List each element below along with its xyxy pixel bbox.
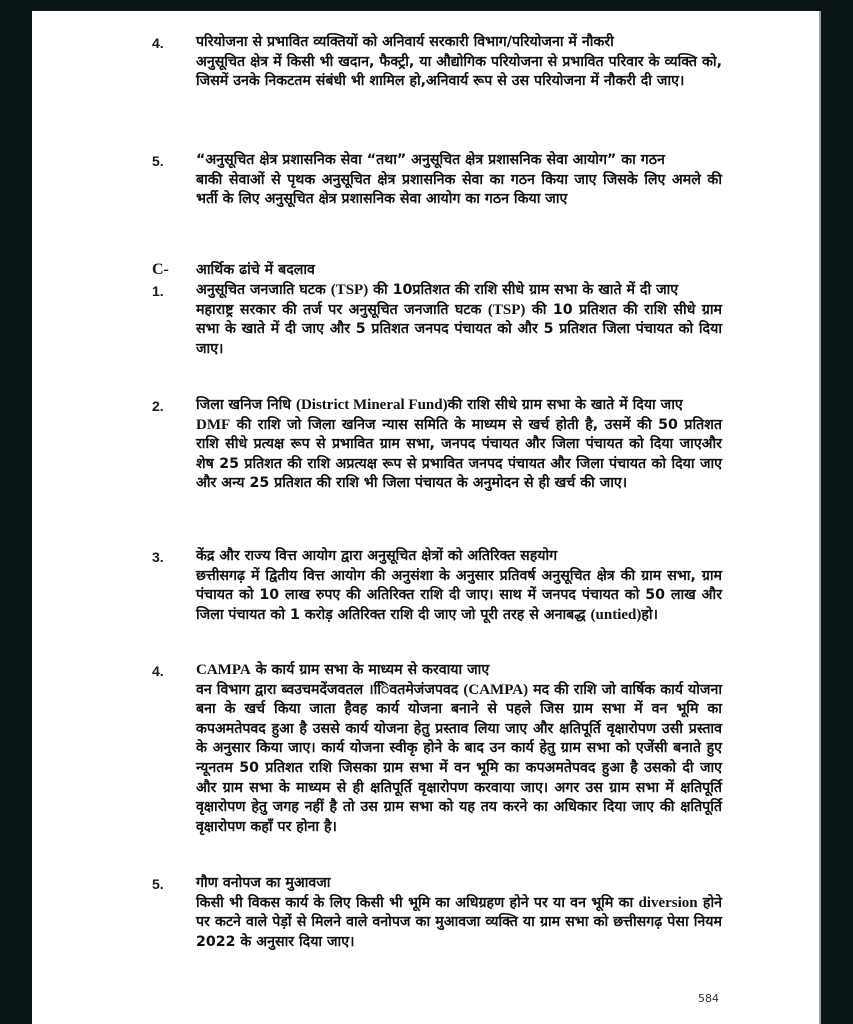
body-latin-text: diversion xyxy=(638,894,698,911)
item-title xyxy=(196,396,722,416)
title-latin-text: (TSP) xyxy=(330,282,369,298)
item-title xyxy=(196,281,722,301)
item-title: गौण वनोपज का मुआवजा xyxy=(196,875,331,891)
item-number: 1. xyxy=(152,283,164,299)
item-content xyxy=(196,874,722,952)
body-latin-text: DMF xyxy=(196,416,231,433)
body-latin-text: (TSP) xyxy=(487,301,526,318)
item-body xyxy=(196,416,722,494)
body-text: की 10 प्रतिशत की राशि सीधे ग्राम सभा के खाते में दी जाए और 5 प्रतिशत जनपद पंचायत को और 5 प्रतिशत जिला पंचायत को दिया जाए। xyxy=(196,301,723,357)
item-body: बाकी सेवाओं से पृथक अनुसूचित क्षेत्र प्रशासनिक सेवा का गठन किया जाए जिसके लिए अमले की भर्ती के लिए अनुसूचित क्षेत्र प्रशासनिक सेवा आयोग का गठन किया जाए xyxy=(196,171,722,208)
item-content xyxy=(196,151,722,210)
title-text: अनुसूचित जनजाति घटक xyxy=(196,282,331,298)
document-page xyxy=(32,11,821,1024)
item-content xyxy=(196,396,722,494)
body-text: हो। xyxy=(641,606,658,623)
item-content xyxy=(196,547,722,625)
item-number: 4. xyxy=(152,35,164,51)
item-number: 5. xyxy=(152,876,164,892)
title-text: के कार्य ग्राम सभा के माध्यम से करवाया जाए xyxy=(250,662,490,678)
page-number: 584 xyxy=(698,992,719,1005)
item-body xyxy=(196,681,722,838)
section-heading: आर्थिक ढांचे में बदलाव xyxy=(196,262,315,278)
item-body xyxy=(196,301,722,360)
item-number: 4. xyxy=(152,663,164,679)
body-text: वन विभाग द्वारा ब्वउचमदेंजवतल ।ििवतमेजंजपवद xyxy=(196,681,464,698)
item-content xyxy=(196,661,722,837)
body-text: किसी भी विकस कार्य के लिए किसी भी भूमि का अधिग्रहण होने पर या वन भूमि का xyxy=(196,894,639,911)
body-text: मद की राशि जो वार्षिक कार्य योजना बना के खर्च किया जाता हैवह कार्य योजना बनाने से पहले जिस ग्राम सभा में वन भूमि का कपअमतेपवद हुआ है उससे कार्य योजना हेतु प्रस्ताव लिया जाए और क्षतिपूर्ति वृक्षारोपण उसी प्रस्ताव के अनुसार किया जाए। कार्य योजना स्वीकृ होने के बाद उन कार्य हेतु ग्राम सभा को एजेंसी बनाते हुए न्यूनतम 50 प्रतिशत राशि जिसका ग्राम सभा में वन भूमि का कपअमतेपवद हुआ है उसको दी जाए और ग्राम सभा के माध्यम से ही क्षतिपूर्ति वृक्षारोपण करवाया जाए। अगर उस ग्राम सभा में क्षतिपूर्ति वृक्षारोपण हेतु जगह नहीं है तो उस ग्राम सभा को यह तय करने का अधिकार दिया जाए की क्षतिपूर्ति वृक्षारोपण कहाँ पर होना है। xyxy=(196,681,723,835)
item-body xyxy=(196,894,722,953)
body-latin-text: (CAMPA) xyxy=(463,681,529,698)
title-text: जिला खनिज निधि xyxy=(196,397,296,413)
title-text: की राशि सीधे ग्राम सभा के खाते में दिया जाए xyxy=(447,397,683,413)
body-text: महाराष्ट्र सरकार की तर्ज पर अनुसूचित जनजाति घटक xyxy=(196,301,488,318)
section-heading-text xyxy=(196,261,722,281)
item-body xyxy=(196,567,722,626)
section-label: C- xyxy=(152,261,169,278)
item-number: 2. xyxy=(152,398,164,414)
title-text: की 10प्रतिशत की राशि सीधे ग्राम सभा के खाते में दी जाए xyxy=(368,282,679,298)
item-number: 5. xyxy=(152,153,164,169)
title-latin-text: CAMPA xyxy=(196,662,251,678)
title-latin-text: (District Mineral Fund) xyxy=(295,397,448,413)
body-text: छत्तीसगढ़ में द्वितीय वित्त आयोग की अनुसंशा के अनुसार प्रतिवर्ष अनुसूचित क्षेत्र की ग्राम सभा, ग्राम पंचायत को 10 लाख रुपए की अतिरिक्त राशि दी जाए। साथ में जनपद पंचायत को 50 लाख और जिला पंचायत को 1 करोड़ अतिरिक्त राशि दी जाए जो पूरी तरह से अनाबद्ध xyxy=(196,567,722,623)
item-title: “अनुसूचित क्षेत्र प्रशासनिक सेवा “तथा” अनुसूचित क्षेत्र प्रशासनिक सेवा आयोग” का गठन xyxy=(196,152,665,168)
item-number: 3. xyxy=(152,549,164,565)
item-content xyxy=(196,33,722,92)
item-title xyxy=(196,661,722,681)
body-latin-text: (untied) xyxy=(590,606,642,623)
item-title: परियोजना से प्रभावित व्यक्तियों को अनिवार्य सरकारी विभाग/परियोजना में नौकरी xyxy=(196,34,614,50)
body-text: की राशि जो जिला खनिज न्यास समिति के माध्यम से खर्च होती है, उसमें की 50 प्रतिशत राशि सीधे प्रत्यक्ष रूप से प्रभावित ग्राम सभा, जनपद पंचायत और जिला पंचायत को दिया जाएऔर शेष 25 प्रतिशत की राशि अप्रत्यक्ष रूप से प्रभावित जनपद पंचायत और जिला पंचायत को दिया जाए और अन्य 25 प्रतिशत की राशि भी जिला पंचायत के अनुमोदन से ही खर्च की जाए। xyxy=(196,416,722,492)
item-body: अनुसूचित क्षेत्र में किसी भी खदान, फैक्ट्री, या औद्योगिक परियोजना से प्रभावित परिवार के व्यक्ति को, जिसमें उनके निकटतम संबंधी भी शामिल हो,अनिवार्य रूप से उस परियोजना में नौकरी दी जाए। xyxy=(196,53,722,90)
item-content xyxy=(196,281,722,359)
item-title: केंद्र और राज्य वित्त आयोग द्वारा अनुसूचित क्षेत्रों को अतिरिक्त सहयोग xyxy=(196,548,558,564)
body-text: होने पर कटने वाले पेड़ों से मिलने वाले वनोपज का मुआवजा व्यक्ति या ग्राम सभा को छत्तीसगढ़ पेसा नियम 2022 के अनुसार दिया जाए। xyxy=(196,894,722,950)
